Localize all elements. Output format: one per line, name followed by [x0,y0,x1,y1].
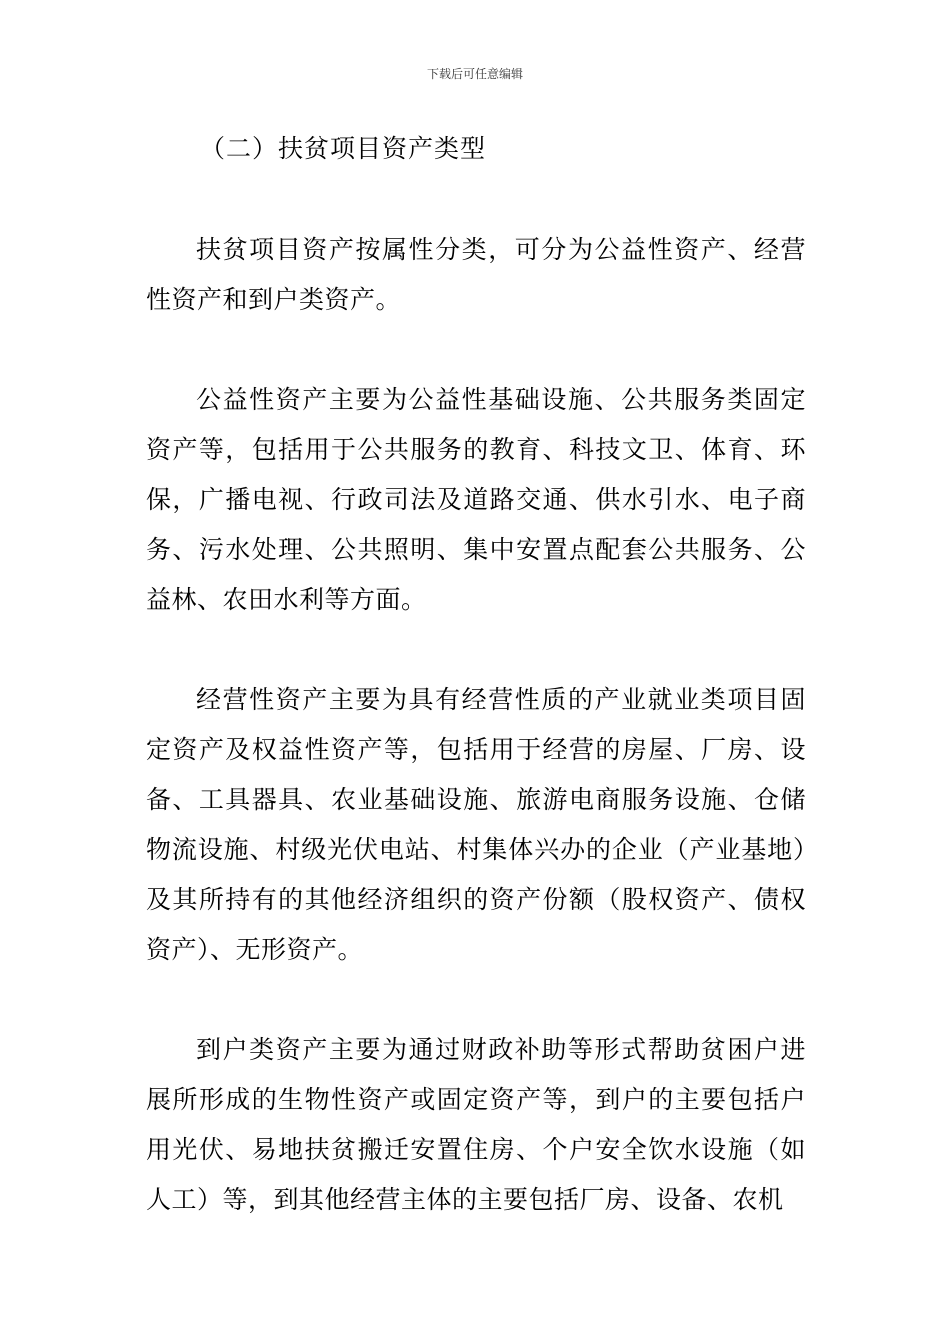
header-note: 下载后可任意编辑 [426,67,523,81]
paragraph-household-assets: 到户类资产主要为通过财政补助等形式帮助贫困户进展所形成的生物性资产或固定资产等，到户的主要包括户用光伏、易地扶贫搬迁安置住房、个户安全饮水设施（如人工）等，到其他经营主体的主要包括厂房、设备、农机 [146,1035,806,1214]
paragraph-public-welfare-assets: 公益性资产主要为公益性基础设施、公共服务类固定资产等，包括用于公共服务的教育、科技文卫、体育、环保，广播电视、行政司法及道路交通、供水引水、电子商务、污水处理、公共照明、集中安置点配套公共服务、公益林、农田水利等方面。 [146,385,806,614]
paragraph-operating-assets: 经营性资产主要为具有经营性质的产业就业类项目固定资产及权益性资产等，包括用于经营的房屋、厂房、设备、工具器具、农业基础设施、旅游电商服务设施、仓储物流设施、村级光伏电站、村集体兴办的企业（产业基地）及其所持有的其他经济组织的资产份额（股权资产、债权资产）、无形资产。 [146,685,806,964]
paragraph-asset-classification: 扶贫项目资产按属性分类，可分为公益性资产、经营性资产和到户类资产。 [146,235,806,314]
section-heading: （二）扶贫项目资产类型 [200,134,487,163]
